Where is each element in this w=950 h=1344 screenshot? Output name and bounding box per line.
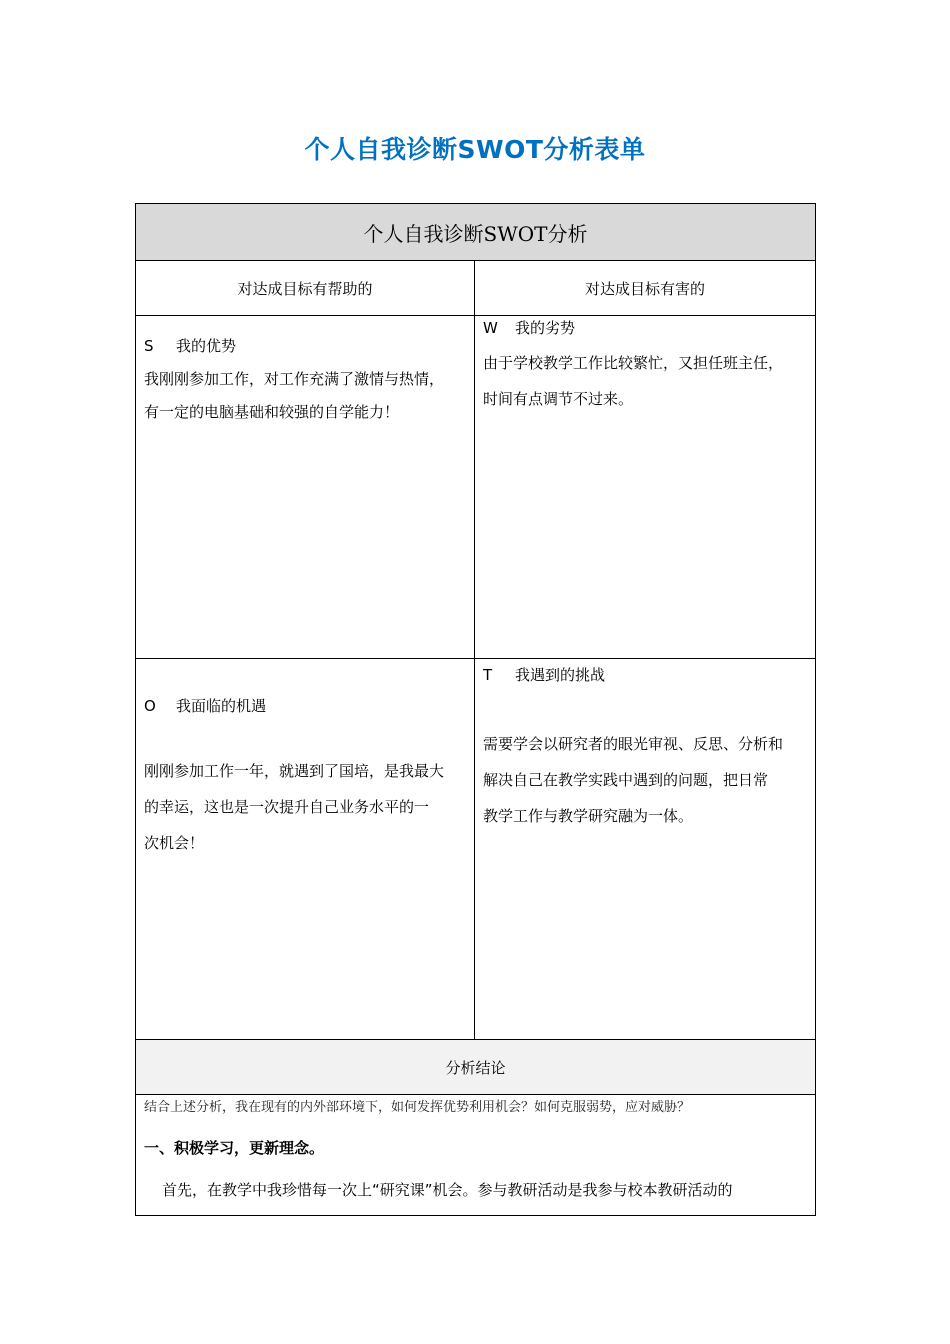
opportunities-line: 刚刚参加工作一年，就遇到了国培，是我最大 bbox=[144, 762, 445, 780]
strengths-title: 我的优势 bbox=[176, 337, 237, 355]
weaknesses-line: 时间有点调节不过来。 bbox=[483, 390, 634, 408]
helpful-header: 对达成目标有帮助的 bbox=[136, 261, 475, 316]
threats-line: 教学工作与教学研究融为一体。 bbox=[483, 807, 694, 825]
conclusion-heading: 一、积极学习，更新理念。 bbox=[144, 1139, 325, 1157]
strengths-line: 我刚刚参加工作，对工作充满了激情与热情， bbox=[144, 370, 445, 388]
threats-label bbox=[483, 659, 807, 692]
weaknesses-line: 由于学校教学工作比较繁忙，又担任班主任， bbox=[483, 354, 784, 372]
opportunities-cell bbox=[136, 659, 475, 1040]
conclusion-header: 分析结论 bbox=[136, 1040, 816, 1095]
conclusion-paragraph: 首先，在教学中我珍惜每一次上“研究课”机会。参与教研活动是我参与校本教研活动的 bbox=[162, 1181, 733, 1199]
opportunities-letter: O bbox=[144, 697, 156, 715]
threats-cell bbox=[475, 659, 816, 1040]
opportunities-label bbox=[144, 690, 466, 723]
swot-table bbox=[135, 203, 816, 1216]
weaknesses-letter: W bbox=[483, 319, 498, 337]
conclusion-cell bbox=[136, 1095, 816, 1216]
opportunities-line: 次机会！ bbox=[144, 834, 205, 852]
strengths-line: 有一定的电脑基础和较强的自学能力！ bbox=[144, 403, 400, 421]
weaknesses-title: 我的劣势 bbox=[515, 319, 576, 337]
opportunities-title: 我面临的机遇 bbox=[176, 697, 267, 715]
weaknesses-cell bbox=[475, 316, 816, 659]
conclusion-question: 结合上述分析，我在现有的内外部环境下，如何发挥优势利用机会？如何克服弱势，应对威胁？ bbox=[144, 1100, 691, 1115]
strengths-letter: S bbox=[144, 337, 154, 355]
threats-title: 我遇到的挑战 bbox=[515, 666, 606, 684]
swot-main-header: 个人自我诊断SWOT分析 bbox=[136, 204, 816, 261]
opportunities-line: 的幸运，这也是一次提升自己业务水平的一 bbox=[144, 798, 430, 816]
strengths-cell bbox=[136, 316, 475, 659]
strengths-label bbox=[144, 330, 466, 363]
weaknesses-label bbox=[483, 312, 807, 345]
threats-line: 解决自己在教学实践中遇到的问题，把日常 bbox=[483, 771, 769, 789]
harmful-header: 对达成目标有害的 bbox=[475, 261, 816, 316]
threats-letter: T bbox=[483, 666, 493, 684]
document-title: 个人自我诊断SWOT分析表单 bbox=[304, 135, 646, 164]
threats-line: 需要学会以研究者的眼光审视、反思、分析和 bbox=[483, 735, 784, 753]
